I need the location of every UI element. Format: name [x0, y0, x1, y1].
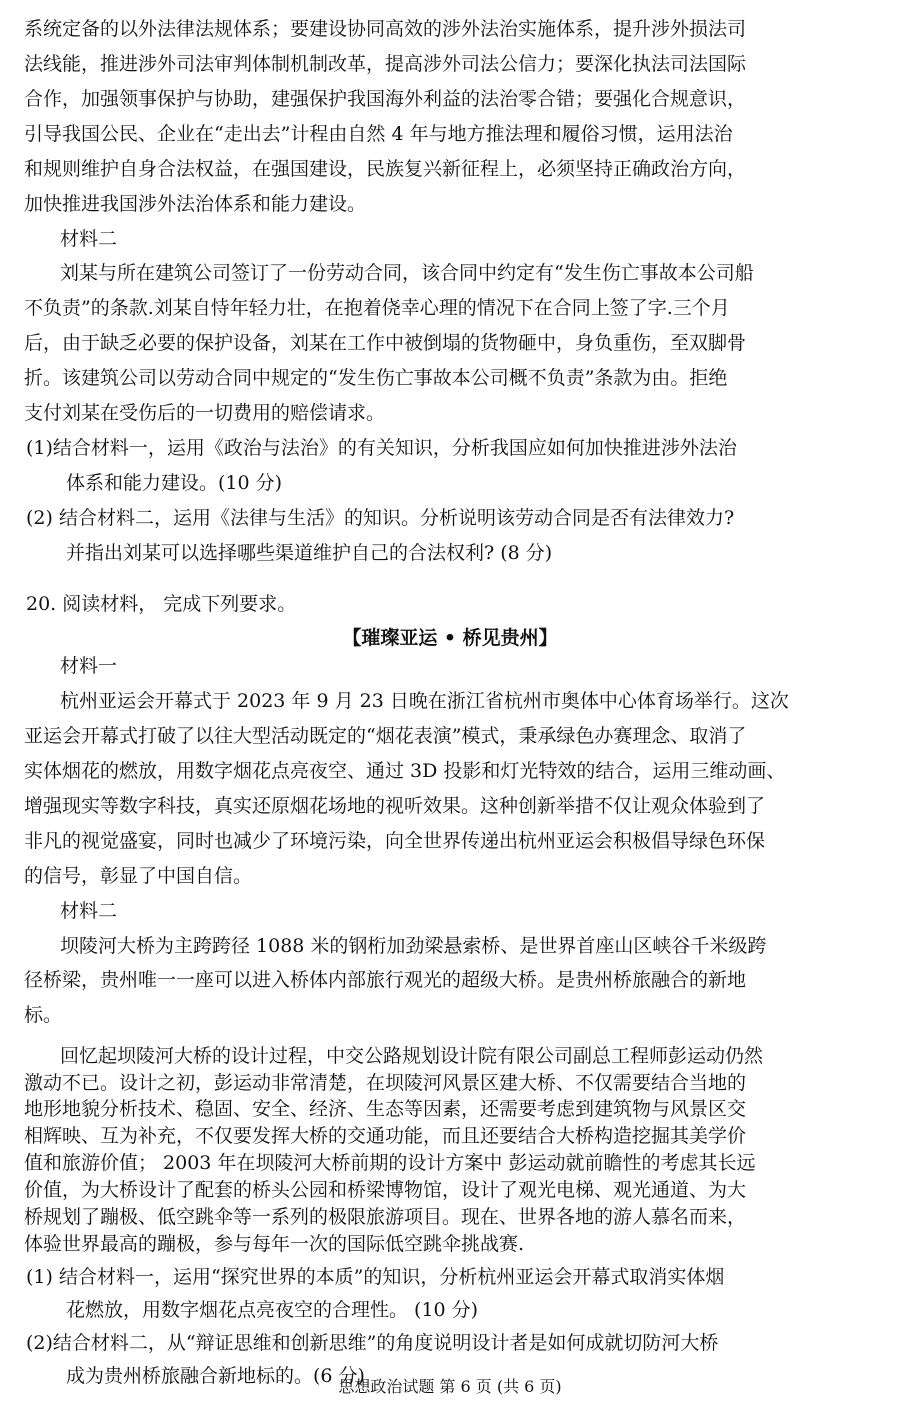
question-1-cont: 花燃放，用数字烟花点亮夜空的合理性。 (10 分) [66, 1298, 479, 1321]
question-1: (1) 结合材料一，运用“探究世界的本质”的知识，分析杭州亚运会开幕式取消实体烟 [26, 1265, 725, 1288]
text-line: 的信号，彰显了中国自信。 [24, 864, 253, 887]
text-line: 法线能，推进涉外司法审判体制机制改革，提高涉外司法公信力；要深化执法司法国际 [24, 53, 747, 75]
text-line: 桥规划了蹦极、低空跳伞等一系列的极限旅游项目。现在、世界各地的游人慕名而来， [24, 1205, 747, 1228]
question-2-cont: 并指出刘某可以选择哪些渠道维护自己的合法权利? (8 分) [66, 541, 553, 564]
text-line: 增强现实等数字科技，真实还原烟花场地的视听效果。这种创新举措不仅让观众体验到了 [24, 794, 766, 817]
text-line: 非凡的视觉盛宴，同时也减少了环境污染，向全世界传递出杭州亚运会积极倡导绿色环保 [24, 829, 766, 852]
text-line: 和规则维护自身合法权益，在强国建设，民族复兴新征程上，必须坚持正确政治方向， [24, 157, 747, 180]
text-line: 不负责”的条款.刘某自恃年轻力壮，在抱着侥幸心理的情况下在合同上签了字.三个月 [24, 297, 730, 320]
page-footer: 思想政治试题 第 6 页 (共 6 页) [338, 1377, 562, 1396]
text-line: 坝陵河大桥为主跨跨径 1088 米的钢桁加劲梁悬索桥、是世界首座山区峡谷千米级跨 [60, 934, 767, 957]
text-line: 标。 [24, 1004, 63, 1027]
text-line: 激动不已。设计之初，彭运动非常清楚，在坝陵河风景区建大桥、不仅需要结合当地的 [24, 1071, 747, 1094]
material-label: 材料二 [60, 899, 118, 922]
text-line: 地形地貌分析技术、稳固、安全、经济、生态等因素，还需要考虑到建筑物与风景区交 [24, 1098, 747, 1121]
text-line: 体验世界最高的蹦极，参与每年一次的国际低空跳伞挑战赛. [24, 1232, 525, 1255]
text-line: 径桥梁，贵州唯一一座可以进入桥体内部旅行观光的超级大桥。是贵州桥旅融合的新地 [24, 969, 747, 992]
question-1: (1)结合材料一，运用《政治与法治》的有关知识，分析我国应如何加快推进涉外法治 [26, 436, 737, 459]
text-line: 系统定备的以外法律法规体系；要建设协同高效的涉外法治实施体系，提升涉外损法司 [24, 18, 747, 41]
text-line: 亚运会开幕式打破了以往大型活动既定的“烟花表演”模式，秉承绿色办赛理念、取消了 [24, 725, 747, 748]
text-line: 折。该建筑公司以劳动合同中规定的“发生伤亡事故本公司概不负责”条款为由。拒绝 [24, 367, 728, 390]
subtitle: 【璀璨亚运 • 桥见贵州】 [342, 626, 558, 649]
question-2: (2)结合材料二，从“辩证思维和创新思维”的角度说明设计者是如何成就切防河大桥 [26, 1331, 719, 1354]
material-label: 材料一 [60, 655, 118, 678]
text-line: 杭州亚运会开幕式于 2023 年 9 月 23 日晚在浙江省杭州市奥体中心体育场举行。这次 [60, 690, 789, 713]
text-line: 后，由于缺乏必要的保护设备，刘某在工作中被倒塌的货物砸中，身负重伤，至双脚骨 [24, 332, 747, 355]
text-line: 相辉映、互为补充，不仅要发挥大桥的交通功能，而且还要结合大桥构造挖掘其美学价 [24, 1125, 747, 1148]
question-2-cont: 成为贵州桥旅融合新地标的。(6 分) [66, 1364, 365, 1387]
text-line: 价值，为大桥设计了配套的桥头公园和桥梁博物馆，设计了观光电梯、观光通道、为大 [24, 1178, 747, 1201]
question-1-cont: 体系和能力建设。(10 分) [66, 471, 283, 494]
text-line: 刘某与所在建筑公司签订了一份劳动合同，该合同中约定有“发生伤亡事故本公司船 [60, 262, 754, 285]
text-line: 加快推进我国涉外法治体系和能力建设。 [24, 192, 367, 215]
text-line: 合作，加强领事保护与协助，建强保护我国海外利益的法治零合错；要强化合规意识， [24, 87, 747, 110]
question-2: (2) 结合材料二，运用《法律与生活》的知识。分析说明该劳动合同是否有法律效力? [26, 506, 735, 529]
text-line: 引导我国公民、企业在“走出去”计程由自然 4 年与地方推法理和履俗习惯，运用法治 [24, 122, 733, 145]
question-heading: 20. 阅读材料， 完成下列要求。 [26, 592, 297, 615]
text-line: 实体烟花的燃放，用数字烟花点亮夜空、通过 3D 投影和灯光特效的结合，运用三维动画、 [24, 760, 786, 783]
material-label: 材料二 [60, 227, 118, 250]
text-line: 支付刘某在受伤后的一切费用的赔偿请求。 [24, 402, 386, 425]
text-line: 值和旅游价值； 2003 年在坝陵河大桥前期的设计方案中 彭运动就前瞻性的考虑其长远 [24, 1152, 756, 1175]
text-line: 回忆起坝陵河大桥的设计过程，中交公路规划设计院有限公司副总工程师彭运动仍然 [60, 1044, 764, 1067]
